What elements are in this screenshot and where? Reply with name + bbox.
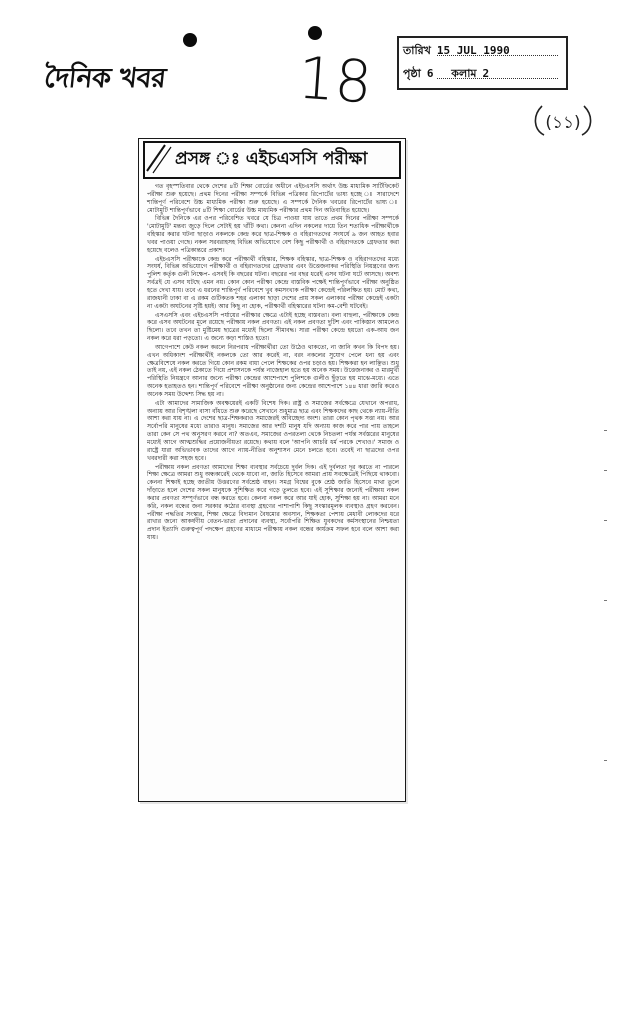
article-paragraph: এইচএসসি পরীক্ষাকে কেন্দ্র করে পরীক্ষার্থী বহিস্কার, শিক্ষক বহিস্কার, ছাত্র-শিক্ষক ও বহিরাগতদের মধ্যে সংঘর্ষ, বিভিন্ন অভিযোগে পরীক্ষার্থী ও বহিরাগতদের গ্রেফতার এবং উত্তেজনাকর পরিস্থিতি নিয়ন্ত্রণের জন্য পুলিশ কর্তৃক গুলী নিক্ষেপ- এসবই কি বছরের ঘটনা। বছরের পর বছর ধরেই এসব ঘটনা ঘটে আসছে। অবশ্য সর্বত্রই যে এসব ঘটছে এমন নয়। কোন কোন পরীক্ষা কেন্দ্রে বাস্তবিক পক্ষেই শান্তিপূর্ণভাবে পরীক্ষা অনুষ্ঠিত হতে দেখা যায়। তবে এ ধরনের শান্তিপূর্ণ পরিবেশে খুব কমসংখ্যক পরীক্ষা কেন্দ্রেই পরিলক্ষিত হয়। মোট কথা, রাজধানী ঢাকা বা এ রকম গুটিকতক শহর এলাকা ছাড়া দেশের প্রায় সকল এলাকার পরীক্ষা কেন্দ্রেই একটা না একটা অঘটনের সৃষ্টি হয়ই। আর কিছু না হোক, পরীক্ষার্থী বহিস্কারের ঘটনা কম-বেশী ঘটবেই। <box>147 255 399 310</box>
scan-margin-mark <box>604 430 607 431</box>
article-paragraph: আগেপাশে কেউ নকল করলে নিরপরাধ পরীক্ষার্থীরা তো উঠেও থাকতো, না জানি কখন কি বিপদ হয়। এখন অধিকাংশ পরীক্ষার্থীই নকলকে তো আর করেই না, বরং নকলের সুযোগ পেলে ধন্য হয় এবং ক্ষেত্রবিশেষে নকল করতে গিয়ে কোন রকম বাধা পেলে শিক্ষকের ওপর চড়াও হয়। শিক্ষকরা হন লাঞ্ছিত। শুধু তাই নয়, এই নকল ঠেকাতে গিয়ে প্রশাসনকে পর্যন্ত নাজেহাল হতে হয় অনেক সময়। উত্তেজনাকর ও মারমুখী পরিস্থিতি নিয়ন্ত্রণে আনার জন্যে পরীক্ষা কেন্দ্রের আশেপাশে পুলিশকে গুলীও ছুঁড়তে হয় মাঝে-মধ্যে। এতে অনেক হতাহতও হন। শান্তিপূর্ণ পরিবেশে পরীক্ষা অনুষ্ঠানের জন্য কেন্দ্রের আশেপাশে ১৪৪ ধারা জারি করেও অনেক সময় উদ্দেশ্য সিদ্ধ হয় না। <box>147 343 399 398</box>
article-paragraph: বিভিন্ন দৈনিকে এর ওপর পরিবেশিত খবরে যে চিত্র পাওয়া যায় তাতে প্রথম দিনের পরীক্ষা সম্পর্কে 'মোটামুটি' মন্তব্য জুড়ে দিলে সেটাই হয় খাঁটি কথা। কেননা এদিন নকলের দায়ে তিন শতাধিক পরীক্ষার্থীকে বহিস্কার করার ঘটনা ছাড়াও নকলকে কেন্দ্র করে ছাত্র-শিক্ষক ও বহিরাগতদের সংঘর্ষে ৯ জন আহত হবার খবর পাওয়া গেছে। নকল সরবরাহসহ বিভিন্ন অভিযোগে বেশ কিছু পরীক্ষার্থী ও বহিরাগতকে গ্রেফতার করা হয়েছে বলেও পত্রিকান্তরে প্রকাশ। <box>147 215 399 254</box>
stamp-page-line <box>437 78 558 79</box>
punch-hole-left <box>183 33 197 47</box>
title-corner-slash-icon <box>143 141 173 175</box>
newspaper-clipping <box>138 138 406 802</box>
article-title: প্রসঙ্গ ঃ এইচএসসি পরীক্ষা <box>175 149 368 169</box>
scan-margin-mark <box>604 470 607 471</box>
stamp-page-label: পৃষ্ঠা <box>403 67 421 80</box>
serial-number-text: (১১) <box>545 113 581 133</box>
stamp-column-value: 2 <box>482 67 490 80</box>
punch-hole-right <box>308 26 322 40</box>
article-body <box>147 183 399 543</box>
scan-margin-mark <box>604 600 607 601</box>
stamp-date-label: তারিখ <box>403 44 431 57</box>
scan-margin-mark <box>604 520 607 521</box>
date-stamp <box>397 36 568 90</box>
handwritten-serial-number <box>534 102 592 138</box>
article-paragraph: পরীক্ষায় নকল প্রবণতা আমাদের শিক্ষা ব্যবস্থার সর্বচেয়ে দুর্বল দিক। এই দুর্বলতা দূর করতে না পারলে শিক্ষা ক্ষেত্রে আমরা শুধু অন্ধকারেই থেকে যাবো না, জাতি হিসেবে আমরা প্রায় সবক্ষেত্রেই পিছিয়ে থাকবো। কেননা শিক্ষাই হচ্ছে জাতীয় উত্তরণের সর্বশ্রেষ্ঠ বাহন। সমগ্র বিশ্বের বুকে শ্রেষ্ঠ জাতি হিসেবে মাথা তুলে দাঁড়াতে হলে দেশের সকল মানুষকে সুশিক্ষিত করে গড়ে তুলতে হবে। এই সুশিক্ষার জন্যেই পরীক্ষায় নকল করার প্রবণতা সম্পূর্ণভাবে বন্ধ করতে হবে। কেননা নকল করে আর যাই হোক, সুশিক্ষা হয় না। আমরা মনে করি, নকল বন্ধের জন্য সরকার কঠোর ব্যবস্থা গ্রহণের পাশাপাশি কিছু সংস্কারমূলক ব্যবস্থাও গ্রহণ করবেন। পরীক্ষা পদ্ধতির সংস্কার, শিক্ষা ক্ষেত্রে বিদ্যমান বৈষম্যের অবসান, শিক্ষকতা পেশায় মেধাবী লোকদের ধরে রাখার জন্যে আকর্ষণীয় বেতন-ভাতা প্রদানের ব্যবস্থা, সর্বোপরি শিক্ষিত যুবকদের কর্মসংস্থানের নিশ্চয়তা প্রদান ইত্যাদি গুরুত্বপূর্ণ পদক্ষেপ গ্রহণের মাধ্যমে পরীক্ষায় নকল বন্ধের কার্যক্রম সফল হবে বলে আশা করা যায়। <box>147 463 399 542</box>
stamp-date-line <box>437 55 558 56</box>
stamp-page-row <box>403 65 489 84</box>
stamp-date-row <box>403 42 510 61</box>
stamp-date-value: 15 JUL 1990 <box>436 44 510 57</box>
handwritten-page-number: 18 <box>295 43 375 117</box>
stamp-column-label: কলাম <box>451 67 477 80</box>
article-paragraph: এটা আমাদের সামাজিক অবক্ষয়েরই একটি বিশেষ দিক। রাষ্ট্র ও সমাজের সর্বক্ষেত্রে যেখানে অপরাধ, অন্যায় আর বিশৃঙ্খলা বাসা বাঁধতে শুরু করেছে সেখানে শুধুমাত্র ছাত্র এবং শিক্ষকদের কাছ থেকে ন্যায়-নীতি আশা করা যায় না। এ দেশের ছাত্র-শিক্ষকরাও সমাজেরই অবিচ্ছেদ্য অংশ। তারা কোন পৃথক সত্তা নয়। আর সর্বোপরি মানুষের মধ্যে তারাও মানুষ। সমাজের আর দশটি মানুষ যদি অন্যায় কাজ করে পার পায় তাহলে তারা কেন সে পথ অনুসরণ করবে না? অতএব, সমাজের ওপরতলা থেকে নিচতলা পর্যন্ত সর্বস্তরের মানুষের মধ্যেই আগে আত্মশুদ্ধির প্রয়োজনীয়তা রয়েছে। কথায় বলে 'আপনি আচরি ধর্ম পরকে শেখাও।' সমাজ ও রাষ্ট্রে যারা অভিভাবক তাদের আগে ন্যায়-নীতির অনুশাসন মেনে চলতে হবে। তবেই না ছাত্রদের ওপর খবরদারী করা সহজ হবে। <box>147 399 399 462</box>
scan-margin-mark <box>604 760 607 761</box>
stamp-page-value: 6 <box>426 67 434 80</box>
article-paragraph: গত বৃহস্পতিবার থেকে দেশের ৪টি শিক্ষা বোর্ডের অধীনে এইচএসসি অর্থাৎ উচ্চ মাধ্যমিক সার্টিফিকেট পরীক্ষা শুরু হয়েছে। প্রথম দিনের পরীক্ষা সম্পর্কে বিভিন্ন পত্রিকার রিপোর্টের ভাষ্য হচ্ছে ঃ সারাদেশে শান্তিপূর্ণ পরিবেশে উচ্চ মাধ্যমিক পরীক্ষা শুরু হয়েছে। এ সম্পর্কে দৈনিক খবরের রিপোর্টের ভাষ্য ঃ মোটামুটি শান্তিপূর্ণভাবে ৪টি শিক্ষা বোর্ডের উচ্চ মাধ্যমিক পরীক্ষার প্রথম দিন অতিবাহিত হয়েছে। <box>147 183 399 214</box>
article-paragraph: এসএসসি এবং এইচএসসি পর্যায়ের পরীক্ষার ক্ষেত্রে এটাই হচ্ছে বাস্তবতা। বলা বাহুল্য, পরীক্ষাকে কেন্দ্র করে এসব অঘটনের মূলে রয়েছে পরীক্ষায় নকল প্রবণতা। এই নকল প্রবণতা দুটিশ এবং পাকিস্তান আমলেও ছিলো। তবে তখন তা মুষ্টিমেয় ছাত্রের মধ্যেই ছিলো সীমাবদ্ধ। সারা পরীক্ষা কেন্দ্রে হয়তো এক-আধ জন নকল করে ধরা পড়তো। এ জন্যে কড়া শাস্তিও হতো। <box>147 311 399 343</box>
newspaper-name: দৈনিক খবর <box>42 63 168 94</box>
